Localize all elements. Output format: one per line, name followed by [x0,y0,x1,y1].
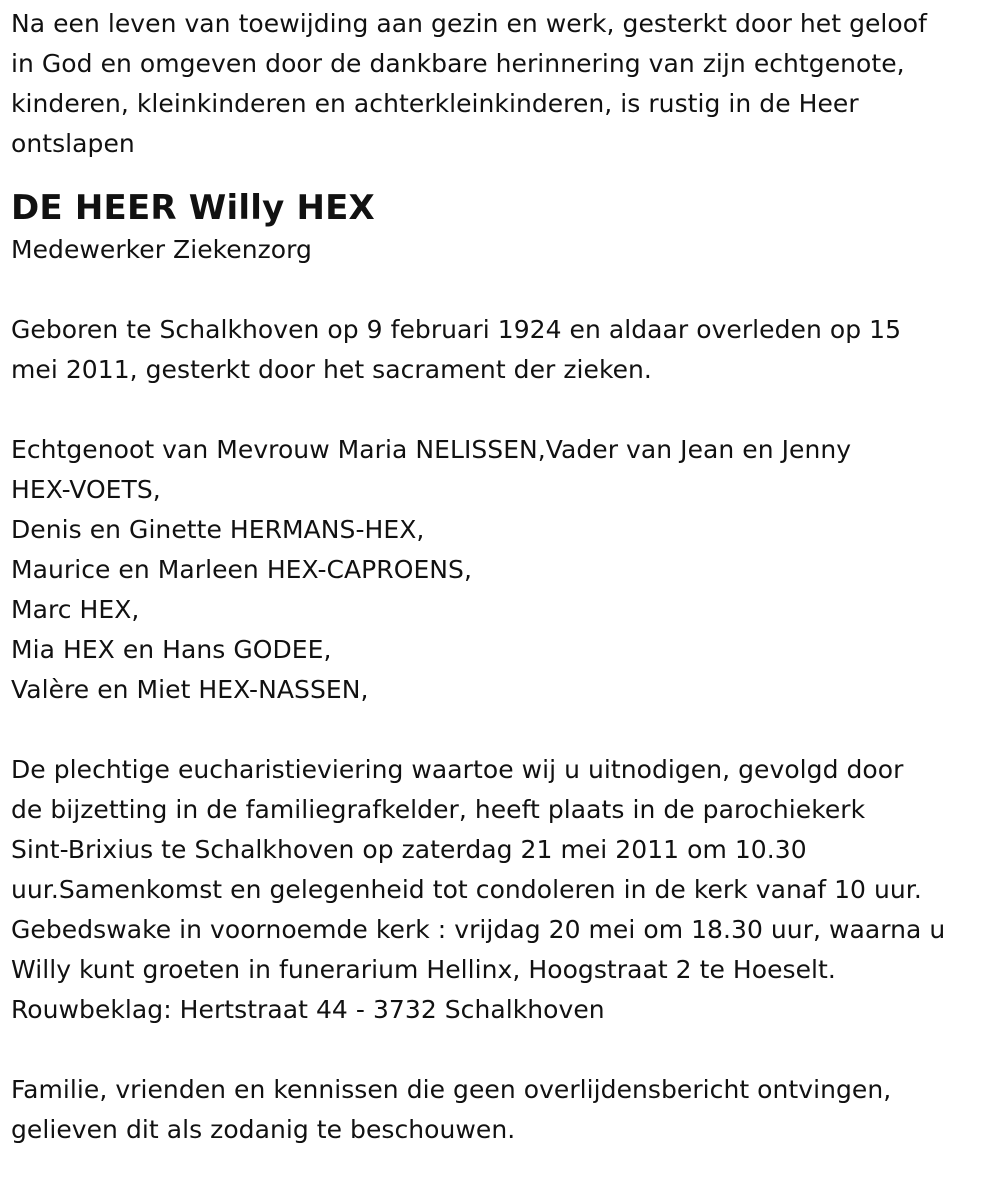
spacer [11,1030,991,1070]
intro-line: kinderen, kleinkinderen en achterkleinkinderen, is rustig in de Heer [11,89,859,118]
spacer [11,710,991,750]
intro-line: ontslapen [11,129,135,158]
family-line: Mia HEX en Hans GODEE, [11,635,332,664]
ceremony-line: Sint-Brixius te Schalkhoven op zaterdag 21 mei 2011 om 10.30 [11,835,807,864]
closing-line: gelieven dit als zodanig te beschouwen. [11,1115,516,1144]
family-line: Valère en Miet HEX-NASSEN, [11,675,369,704]
closing-line: Familie, vrienden en kennissen die geen overlijdensbericht ontvingen, [11,1075,892,1104]
family-line: Maurice en Marleen HEX-CAPROENS, [11,555,472,584]
birth-death-line: mei 2011, gesterkt door het sacrament der zieken. [11,355,652,384]
birth-death-paragraph [11,310,991,390]
family-line: Marc HEX, [11,595,140,624]
deceased-occupation: Medewerker Ziekenzorg [11,235,312,264]
family-line: Echtgenoot van Mevrouw Maria NELISSEN,Vader van Jean en Jenny [11,435,852,464]
ceremony-line: uur.Samenkomst en gelegenheid tot condoleren in de kerk vanaf 10 uur. [11,875,922,904]
obituary-notice [11,4,991,1150]
ceremony-line: Willy kunt groeten in funerarium Hellinx, Hoogstraat 2 te Hoeselt. [11,955,836,984]
family-line: Denis en Ginette HERMANS-HEX, [11,515,425,544]
family-line: HEX-VOETS, [11,475,161,504]
ceremony-line: De plechtige eucharistieviering waartoe wij u uitnodigen, gevolgd door [11,755,904,784]
ceremony-paragraph [11,750,991,1030]
birth-death-line: Geboren te Schalkhoven op 9 februari 1924 en aldaar overleden op 15 [11,315,902,344]
ceremony-line: de bijzetting in de familiegrafkelder, heeft plaats in de parochiekerk [11,795,866,824]
intro-line: in God en omgeven door de dankbare herinnering van zijn echtgenote, [11,49,905,78]
ceremony-line: Rouwbeklag: Hertstraat 44 - 3732 Schalkhoven [11,995,605,1024]
family-paragraph [11,430,991,710]
deceased-name: DE HEER Willy HEX [11,188,375,228]
spacer [11,270,991,310]
closing-paragraph [11,1070,991,1150]
ceremony-line: Gebedswake in voornoemde kerk : vrijdag 20 mei om 18.30 uur, waarna u [11,915,946,944]
deceased-header [11,186,991,270]
spacer [11,390,991,430]
intro-line: Na een leven van toewijding aan gezin en werk, gesterkt door het geloof [11,9,927,38]
intro-paragraph [11,4,991,164]
